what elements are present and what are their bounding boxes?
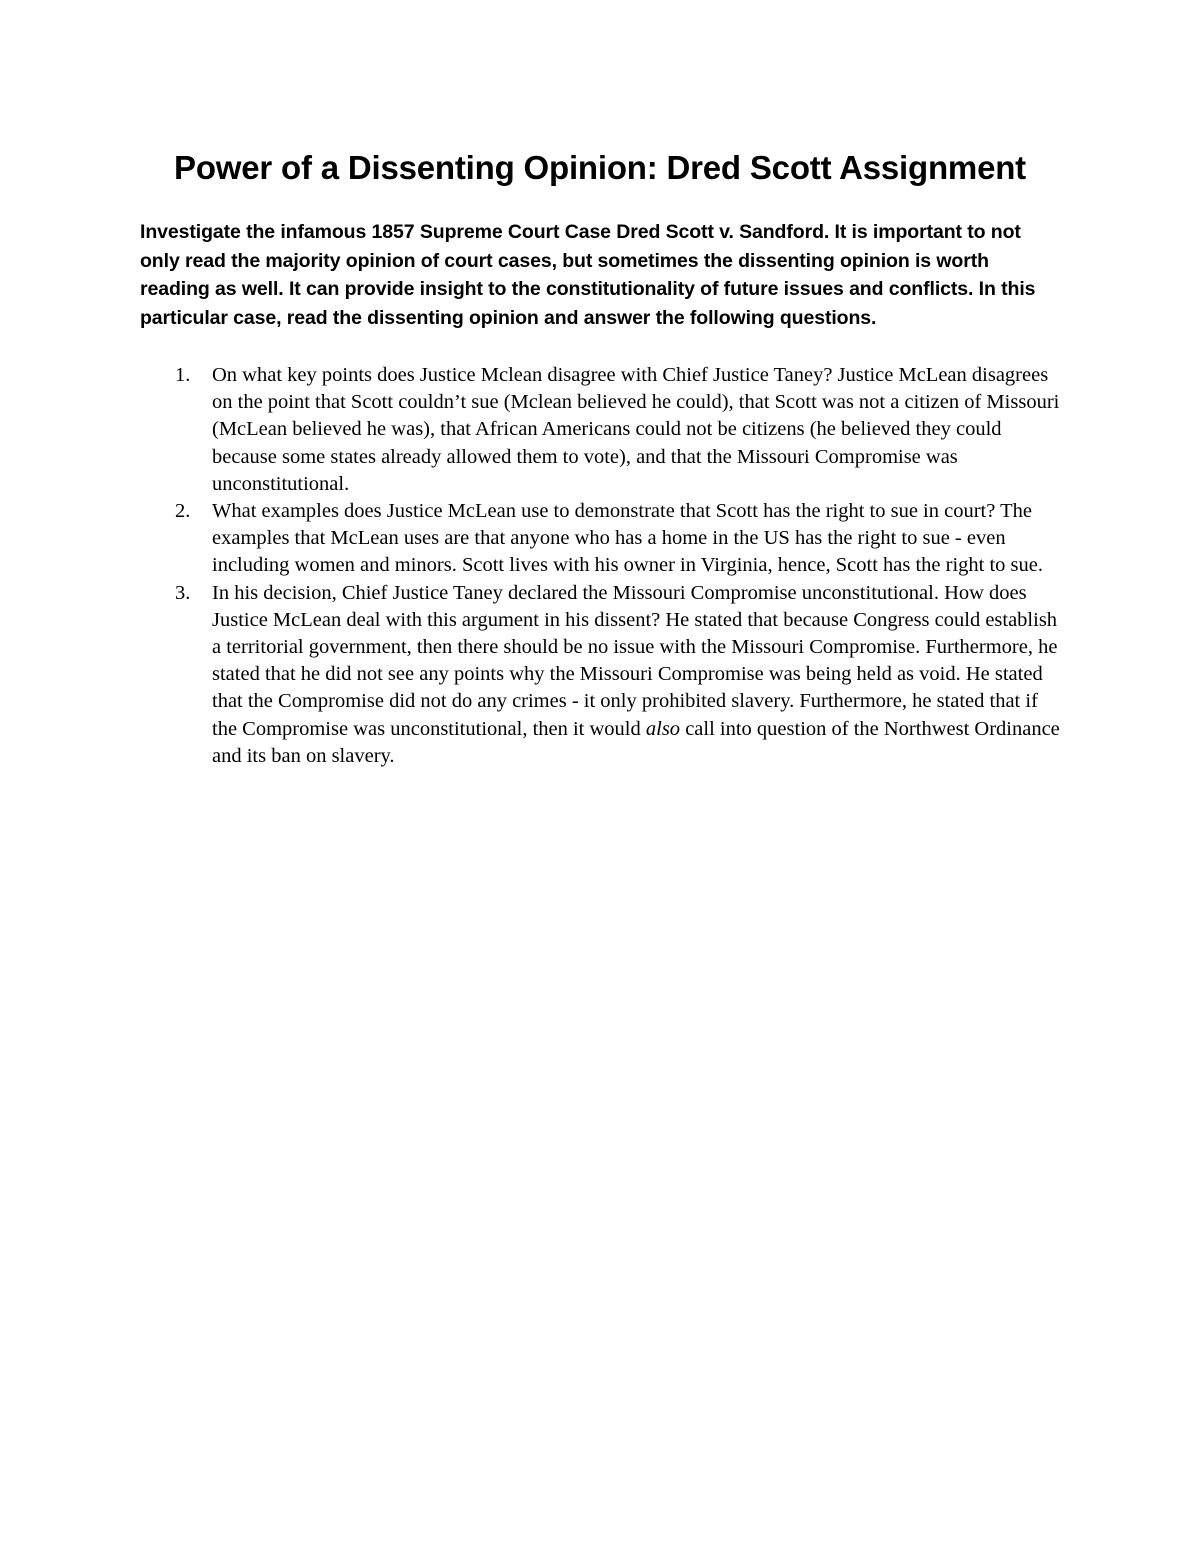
question-item-1 — [140, 362, 1065, 498]
question-text — [212, 582, 1060, 767]
question-item-3 — [140, 580, 1065, 770]
question-number: 1. — [175, 364, 191, 386]
question-text-part: call into question of the Northwest Ordinance and its ban on slavery. — [212, 717, 1060, 767]
question-text: On what key points does Justice Mclean disagree with Chief Justice Taney? Justice McLean disagrees on the point that Scott couldn’t sue (Mclean believed he could), that Scott was not a citizen of Missouri (McLean believed he was), that African Americans could not be citizens (he believed they could because some states already allowed them to vote), and that the Missouri Compromise was unconstitutional. — [212, 364, 1060, 495]
question-number: 3. — [175, 581, 191, 604]
question-text: What examples does Justice McLean use to demonstrate that Scott has the right to sue in court? The examples that McLean uses are that anyone who has a home in the US has the right to sue - even including women and minors. Scott lives with his owner in Virginia, hence, Scott has the right to sue. — [212, 500, 1044, 577]
italic-word: also — [645, 717, 681, 740]
question-list — [140, 362, 1065, 770]
document-title: Power of a Dissenting Opinion: Dred Scott Assignment — [174, 149, 1026, 186]
question-item-2 — [140, 498, 1065, 580]
question-text-part: In his decision, Chief Justice Taney declared the Missouri Compromise unconstitutional. How does Justice McLean deal with this argument in his dissent? He stated that because Congress could establish a territorial government, then there should be no issue with the Missouri Compromise. Furthermore, he stated that he did not see any points why the Missouri Compromise was being held as void. He stated that the Compromise did not do any crimes - it only prohibited slavery. Furthermore, he stated that if the Compromise was unconstitutional, then it would — [212, 581, 1058, 740]
question-number: 2. — [175, 500, 191, 523]
intro-paragraph: Investigate the infamous 1857 Supreme Court Case Dred Scott v. Sandford. It is important to not only read the majority opinion of court cases, but sometimes the dissenting opinion is worth reading as well. It can provide insight to the constitutionality of future issues and conflicts. In this particular case, read the dissenting opinion and answer the following questions. — [140, 221, 1036, 329]
